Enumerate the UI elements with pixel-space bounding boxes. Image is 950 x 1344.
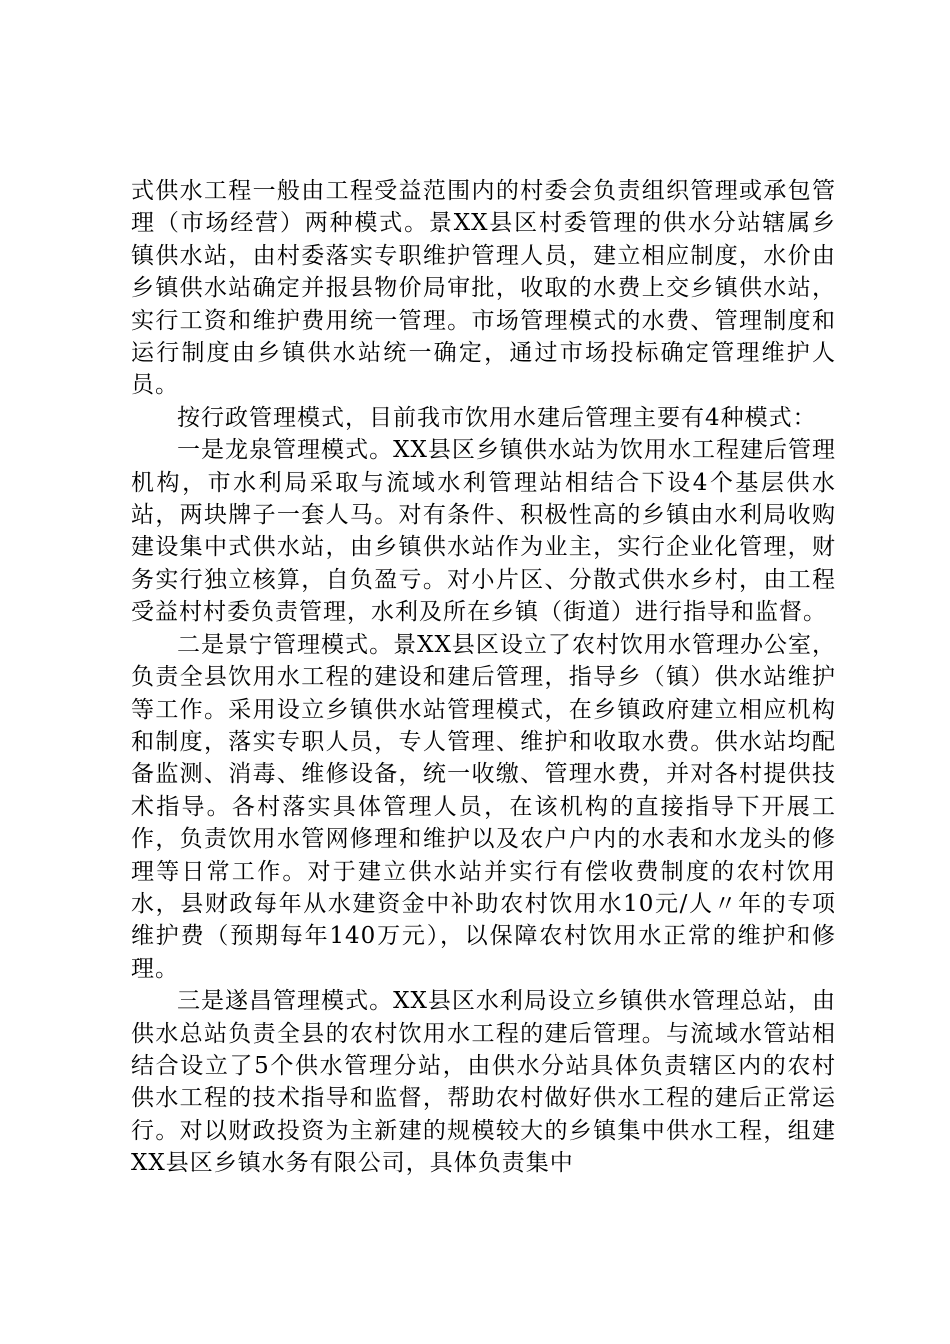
paragraph-3: 一是龙泉管理模式。XX县区乡镇供水站为饮用水工程建后管理机构，市水利局采取与流域水利管理站相结合下设4个基层供水站，两块牌子一套人马。对有条件、积极性高的乡镇由水利局收购建设集中式供水站，由乡镇供水站作为业主，实行企业化管理，财务实行独立核算，自负盈亏。对小片区、分散式供水乡村，由工程受益村村委负责管理，水利及所在乡镇（街道）进行指导和监督。 — [131, 437, 836, 626]
paragraph-4: 二是景宁管理模式。景XX县区设立了农村饮用水管理办公室，负责全县饮用水工程的建设和建后管理，指导乡（镇）供水站维护等工作。采用设立乡镇供水站管理模式，在乡镇政府建立相应机构和制度，落实专职人员，专人管理、维护和收取水费。供水站均配备监测、消毒、维修设备，统一收缴、管理水费，并对各村提供技术指导。各村落实具体管理人员，在该机构的直接指导下开展工作，负责饮用水管网修理和维护以及农户户内的水表和水龙头的修理等日常工作。对于建立供水站并实行有偿收费制度的农村饮用水，县财政每年从水建资金中补助农村饮用水10元/人〃年的专项维护费（预期每年140万元），以保障农村饮用水正常的维护和修理。 — [131, 631, 836, 982]
document-body — [131, 175, 836, 1180]
paragraph-2: 按行政管理模式，目前我市饮用水建后管理主要有4种模式： — [177, 404, 817, 431]
paragraph-1: 式供水工程一般由工程受益范围内的村委会负责组织管理或承包管理（市场经营）两种模式。景XX县区村委管理的供水分站辖属乡镇供水站，由村委落实专职维护管理人员，建立相应制度，水价由乡镇供水站确定并报县物价局审批，收取的水费上交乡镇供水站，实行工资和维护费用统一管理。市场管理模式的水费、管理制度和运行制度由乡镇供水站统一确定，通过市场投标确定管理维护人员。 — [131, 178, 836, 399]
paragraph-5: 三是遂昌管理模式。XX县区水利局设立乡镇供水管理总站，由供水总站负责全县的农村饮用水工程的建后管理。与流域水管站相结合设立了5个供水管理分站，由供水分站具体负责辖区内的农村供水工程的技术指导和监督，帮助农村做好供水工程的建后正常运行。对以财政投资为主新建的规模较大的乡镇集中供水工程，组建XX县区乡镇水务有限公司，具体负责集中 — [131, 988, 836, 1177]
